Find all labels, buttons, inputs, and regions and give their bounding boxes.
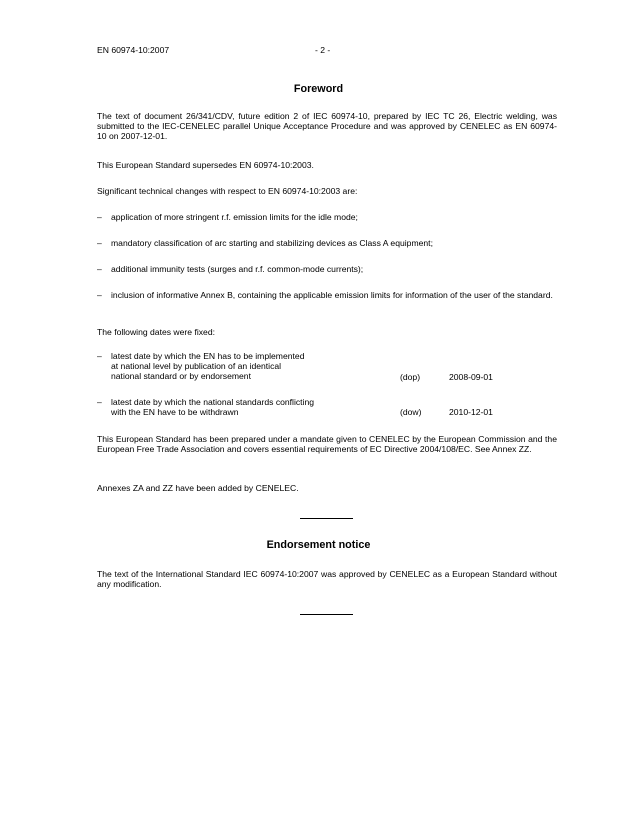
- endorsement-text: The text of the International Standard IEC 60974-10:2007 was approved by CENELEC as a European Standard without any modification.: [97, 569, 557, 590]
- annexes-note: Annexes ZA and ZZ have been added by CENELEC.: [97, 483, 299, 493]
- dop-date: 2008-09-01: [449, 372, 493, 382]
- list-dash: –: [97, 264, 102, 274]
- change-item: inclusion of informative Annex B, containing the applicable emission limits for information of the user of the standard.: [111, 290, 553, 300]
- page-number: - 2 -: [315, 45, 331, 55]
- changes-intro: Significant technical changes with respect to EN 60974-10:2003 are:: [97, 186, 358, 196]
- mandate-paragraph: This European Standard has been prepared under a mandate given to CENELEC by the European Commission and the European Free Trade Association and covers essential requirements of EC Directive 2004/108/EC. See Annex ZZ.: [97, 434, 557, 455]
- dow-line: with the EN have to be withdrawn: [111, 407, 239, 418]
- list-dash: –: [97, 212, 102, 222]
- change-item: mandatory classification of arc starting and stabilizing devices as Class A equipment;: [111, 238, 433, 248]
- section-separator: [300, 614, 353, 615]
- document-id: EN 60974-10:2007: [97, 45, 170, 55]
- dow-line: latest date by which the national standards conflicting: [111, 397, 315, 407]
- change-item: additional immunity tests (surges and r.f. common-mode currents);: [111, 264, 364, 274]
- endorsement-title: Endorsement notice: [266, 539, 371, 551]
- dop-description: [111, 351, 391, 382]
- dow-abbr: (dow): [400, 407, 422, 417]
- dop-abbr: (dop): [400, 372, 421, 382]
- list-dash: –: [97, 397, 102, 407]
- supersedes-note: This European Standard supersedes EN 60974-10:2003.: [97, 160, 314, 170]
- dop-line: at national level by publication of an identical: [111, 361, 282, 372]
- dates-intro: The following dates were fixed:: [97, 327, 215, 337]
- dow-description: [111, 397, 391, 417]
- dop-line: national standard or by endorsement: [111, 371, 251, 382]
- foreword-intro: The text of document 26/341/CDV, future edition 2 of IEC 60974-10, prepared by IEC TC 26, Electric welding, was submitted to the IEC-CENELEC parallel Unique Acceptance Procedure and was approved by CENELEC as EN 60974-10 on 2007-12-01.: [97, 111, 557, 142]
- change-item: application of more stringent r.f. emission limits for the idle mode;: [111, 212, 358, 222]
- dop-line: latest date by which the EN has to be implemented: [111, 351, 305, 361]
- section-separator: [300, 518, 353, 519]
- dow-date: 2010-12-01: [449, 407, 493, 417]
- list-dash: –: [97, 290, 102, 300]
- list-dash: –: [97, 238, 102, 248]
- foreword-title: Foreword: [293, 83, 344, 95]
- list-dash: –: [97, 351, 102, 361]
